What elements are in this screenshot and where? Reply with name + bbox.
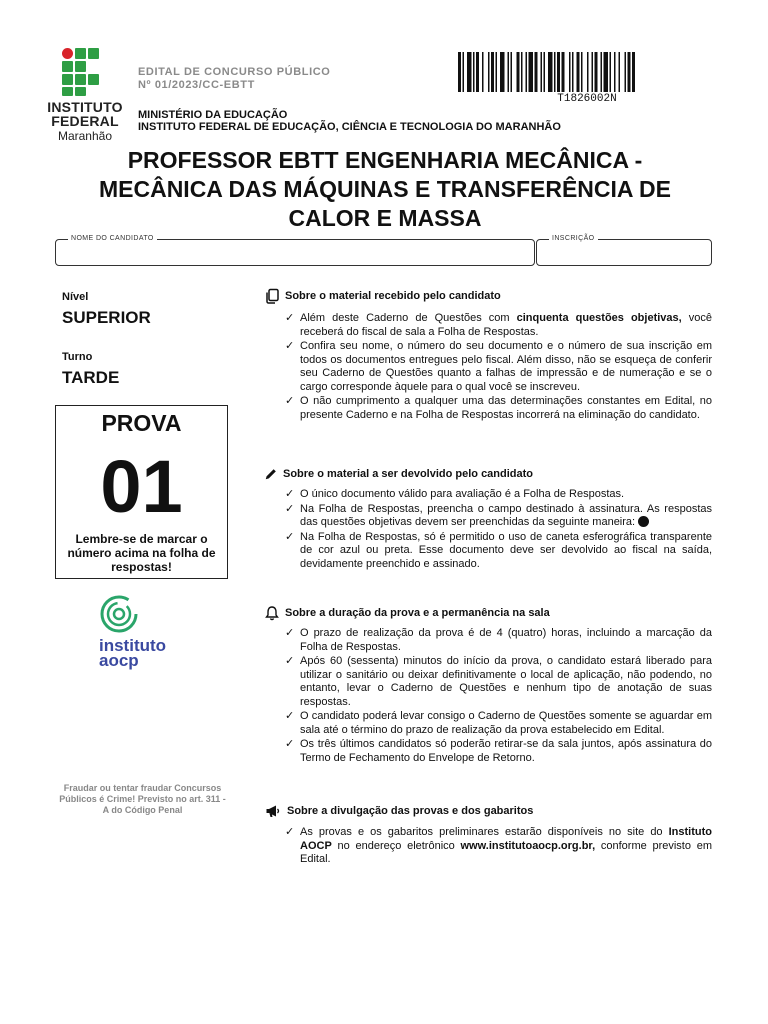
filled-bubble-icon (638, 516, 649, 527)
turno-value: TARDE (62, 368, 120, 387)
copy-icon (264, 288, 280, 304)
barcode-bar (587, 52, 589, 92)
aocp-bold-text: Instituto AOCP (300, 826, 712, 852)
barcode-bar (500, 52, 505, 92)
item-bold-text: cinquenta questões objetivas, (516, 312, 682, 324)
barcode-bar (463, 52, 465, 92)
barcode-bar (548, 52, 553, 92)
item-text: O prazo de realização da prova é de 4 (quatro) horas, incluindo a marcação da Folha de Respostas. (300, 627, 712, 653)
barcode-bar (554, 52, 556, 92)
item-text: Os três últimos candidatos só poderão retirar-se da sala juntos, após assinatura do Termo de Fechamento do Envelope de Retorno. (300, 738, 712, 764)
list-item (285, 488, 712, 502)
check-icon: ✓ (285, 530, 295, 543)
barcode-bar (496, 52, 498, 92)
barcode-bar (595, 52, 598, 92)
exam-title-line1: PROFESSOR EBTT ENGENHARIA MECÂNICA - (127, 147, 643, 173)
pencil-icon (264, 467, 278, 481)
aocp-emblem-icon (99, 594, 139, 634)
prova-reminder: Lembre-se de marcar o número acima na folha de respostas! (67, 532, 216, 574)
section-divulgacao-title: Sobre a divulgação das provas e dos gabaritos (287, 805, 534, 817)
section-duracao-heading (264, 605, 550, 621)
item-text: Na Folha de Respostas, só é permitido o uso de caneta esferográfica transparente de cor azul ou preta. Esse documento deve ser devolvido ao fiscal na saída, devidamente preenchido e assinado. (300, 530, 712, 570)
barcode-text: T1826002N (557, 93, 617, 105)
edital-info (138, 66, 330, 92)
barcode-bar (557, 52, 560, 92)
inscription-field[interactable] (536, 235, 712, 266)
aocp-wordmark (99, 638, 166, 668)
institute-line: INSTITUTO FEDERAL DE EDUCAÇÃO, CIÊNCIA E TECNOLOGIA DO MARANHÃO (138, 121, 561, 133)
barcode-bar (529, 52, 534, 92)
list-item (285, 655, 712, 709)
barcode-bar (562, 52, 565, 92)
check-icon: ✓ (285, 340, 295, 352)
barcode-bar (544, 52, 546, 92)
institution-line1: INSTITUTO (47, 99, 123, 115)
list-item (285, 826, 712, 867)
if-logo-grid-icon (62, 48, 102, 96)
section-duracao-title: Sobre a duração da prova e a permanência na sala (285, 607, 550, 619)
section-divulgacao-list (285, 826, 712, 868)
section-material-title: Sobre o material recebido pelo candidato (285, 290, 501, 302)
barcode-bar (614, 52, 616, 92)
item-text: conforme previsto em Edital. (300, 839, 712, 865)
candidate-name-field[interactable] (55, 235, 535, 266)
item-text: Após 60 (sessenta) minutos do início da prova, o candidato estará liberado para utilizar o sanitário ou deixar definitivamente o local de aplicação, não podendo, no entanto, levar o Caderno de Questões e nenhum tipo de anotação de suas respostas. (300, 655, 712, 708)
list-item (285, 312, 712, 339)
edital-line2: Nº 01/2023/CC-EBTT (138, 79, 255, 91)
barcode (458, 52, 716, 92)
section-devolvido-title: Sobre o material a ser devolvido pelo candidato (283, 468, 534, 480)
barcode-bar (491, 52, 494, 92)
barcode-bar (535, 52, 538, 92)
check-icon: ✓ (285, 826, 295, 838)
prova-label: PROVA (101, 410, 182, 436)
barcode-bar (569, 52, 571, 92)
list-item (285, 531, 712, 572)
aocp-line1: instituto (99, 636, 167, 655)
list-item (285, 738, 712, 765)
barcode-bar (511, 52, 513, 92)
item-text: O candidato poderá levar consigo o Caderno de Questões somente se aguardar em sala até o término do prazo de realização da prova estabelecido em Edital. (300, 710, 712, 736)
item-text: O não cumprimento a qualquer uma das determinações constantes em Edital, no presente Caderno e na Folha de Respostas incorrerá na eliminação do candidato. (300, 395, 712, 421)
ministry-info (138, 109, 561, 133)
list-item (285, 503, 712, 530)
nivel-label: Nível (62, 291, 89, 303)
section-devolvido-heading (264, 467, 533, 481)
list-item (285, 395, 712, 422)
section-divulgacao-heading (264, 803, 533, 819)
section-devolvido-list (285, 488, 712, 572)
barcode-bar (625, 52, 627, 92)
list-item (285, 627, 712, 654)
barcode-bar (601, 52, 603, 92)
nivel-value: SUPERIOR (62, 308, 151, 327)
barcode-bar (473, 52, 475, 92)
item-text: Na Folha de Respostas, preencha o campo destinado à assinatura. As respostas das questões objetivas devem ser preenchidas da seguinte maneira: (300, 502, 712, 528)
check-icon: ✓ (285, 395, 295, 407)
if-maranhao-logo (40, 48, 130, 148)
check-icon: ✓ (285, 738, 295, 750)
barcode-bar (581, 52, 583, 92)
turno-label: Turno (62, 351, 93, 363)
item-text: Além deste Caderno de Questões com (300, 312, 517, 324)
fraud-warning: Fraudar ou tentar fraudar Concursos Públicos é Crime! Previsto no art. 311 - A do Código Penal (59, 783, 226, 815)
inscription-label: INSCRIÇÃO (549, 234, 598, 244)
barcode-bar (508, 52, 510, 92)
section-material-list (285, 312, 712, 423)
institution-campus: Maranhão (57, 129, 113, 143)
barcode-bar (577, 52, 580, 92)
megaphone-icon (264, 803, 282, 819)
ministry-line: MINISTÉRIO DA EDUCAÇÃO (138, 109, 288, 121)
institution-line2: FEDERAL (51, 113, 119, 129)
instituto-aocp-logo (97, 594, 187, 674)
check-icon: ✓ (285, 627, 295, 639)
barcode-bar (482, 52, 484, 92)
institution-name (40, 100, 130, 128)
barcode-bar (488, 52, 490, 92)
bell-icon (264, 605, 280, 621)
edital-line1: EDITAL DE CONCURSO PÚBLICO (138, 66, 331, 78)
exam-title-line2: MECÂNICA DAS MÁQUINAS E TRANSFERÊNCIA DE (98, 176, 672, 202)
barcode-bar (521, 52, 523, 92)
barcode-bar (526, 52, 528, 92)
barcode-bar (632, 52, 635, 92)
barcode-bar (458, 52, 461, 92)
exam-title (40, 146, 730, 233)
item-text: no endereço eletrônico (331, 839, 461, 852)
item-text: você receberá do fiscal de sala a Folha de Respostas. (300, 312, 712, 338)
check-icon: ✓ (285, 655, 295, 667)
barcode-bar (517, 52, 520, 92)
barcode-bar (604, 52, 609, 92)
barcode-bar (572, 52, 574, 92)
aocp-website[interactable]: www.institutoaocp.org.br, (460, 839, 596, 852)
barcode-bar (476, 52, 479, 92)
prova-box (55, 405, 228, 579)
check-icon: ✓ (285, 312, 295, 324)
item-text: Confira seu nome, o número do seu documento e o número de sua inscrição em todos os documentos entregues pelo fiscal. Além disso, não se esqueça de conferir seu Caderno de Questões quanto a falhas de impressão e de numeração e se o cargo corresponde àquele para o qual você se inscreveu. (300, 340, 712, 393)
section-material-heading (264, 288, 501, 304)
barcode-bar (610, 52, 612, 92)
check-icon: ✓ (285, 488, 295, 500)
prova-number: 01 (100, 445, 183, 528)
check-icon: ✓ (285, 710, 295, 722)
check-icon: ✓ (285, 502, 295, 515)
barcode-bar (628, 52, 631, 92)
barcode-bar (541, 52, 543, 92)
item-text: As provas e os gabaritos preliminares estarão disponíveis no site do (300, 826, 669, 838)
list-item (285, 340, 712, 394)
barcode-bar (592, 52, 594, 92)
section-duracao-list (285, 627, 712, 766)
aocp-line2: aocp (99, 651, 139, 670)
barcode-bar (467, 52, 472, 92)
item-text: O único documento válido para avaliação é a Folha de Respostas. (300, 488, 625, 500)
exam-title-line3: CALOR E MASSA (288, 205, 482, 231)
list-item (285, 710, 712, 737)
barcode-bar (619, 52, 621, 92)
candidate-name-label: NOME DO CANDIDATO (68, 234, 157, 244)
